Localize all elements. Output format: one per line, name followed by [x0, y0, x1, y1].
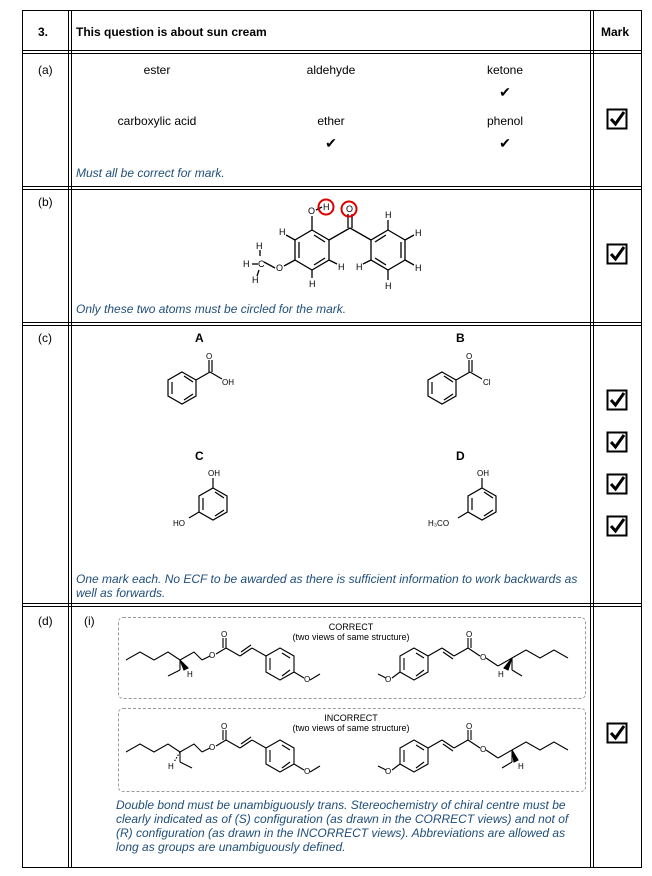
carbonyl-oxygen-atom: O — [466, 722, 473, 731]
benzophenone-structure — [230, 192, 440, 300]
structure-c-letter: C — [195, 449, 204, 463]
group-ether: ether — [317, 114, 345, 128]
structure-a-letter: A — [195, 331, 204, 345]
carbonyl-oxygen-atom: O — [221, 722, 228, 731]
tick-ether: ✔ — [325, 135, 337, 151]
part-a-note: Must all be correct for mark. — [76, 166, 225, 180]
methyl-h-atom-3: H — [252, 275, 259, 285]
chiral-hydrogen-atom: H — [518, 762, 524, 771]
part-b-label: (b) — [38, 195, 53, 209]
group-ester: ester — [143, 63, 171, 77]
ring-h-atom-8: H — [385, 281, 392, 291]
carbonyl-o-atom: O — [466, 352, 473, 361]
methoxyphenol-structure — [420, 466, 510, 536]
structure-b-letter: B — [456, 331, 465, 345]
part-d-note: Double bond must be unambiguously trans. Stereochemistry of chiral centre must be clearly indicated as of (S) configuration (as drawn in the CORRECT views) and not of (R) configuration (as drawn in the INCORRECT views). Abbreviations are allowed as long as groups are unambiguously defined. — [116, 798, 569, 854]
ring-h-atom-1: H — [279, 227, 286, 237]
part-d-label: (d) — [38, 614, 53, 628]
checkbox-icon — [606, 243, 628, 265]
incorrect-title: INCORRECT — [324, 713, 378, 723]
correct-structure-view-2 — [372, 630, 582, 696]
group-aldehyde: aldehyde — [306, 63, 356, 77]
part-c-note: One mark each. No ECF to be awarded as there is sufficient information to work backwards as well as forwards. — [76, 572, 578, 600]
resorcinol-structure — [165, 466, 245, 536]
incorrect-structure-view-1 — [122, 722, 332, 788]
checkbox-icon — [606, 722, 628, 744]
benzoic-acid-structure — [160, 350, 250, 412]
group-carboxylic-acid: carboxylic acid — [117, 114, 197, 128]
correct-structure-view-1 — [122, 630, 332, 696]
ring-h-atom-4: H — [356, 262, 363, 272]
ester-oxygen-atom: O — [480, 653, 487, 662]
chiral-hydrogen-atom: H — [168, 762, 174, 771]
group-h3co-label: H₃CO — [428, 519, 450, 528]
ester-oxygen-atom: O — [480, 745, 487, 754]
ring-h-atom-6: H — [415, 228, 422, 238]
group-oh-label: OH — [208, 469, 220, 478]
methyl-h-atom-1: H — [256, 241, 263, 251]
methoxy-oxygen-atom: O — [385, 675, 392, 684]
ring-h-atom-3: H — [338, 262, 345, 272]
ether-oxygen-atom: O — [276, 263, 284, 273]
checkbox-icon — [606, 389, 628, 411]
ester-oxygen-atom: O — [209, 651, 216, 660]
question-number: 3. — [38, 25, 49, 39]
tick-phenol: ✔ — [499, 135, 511, 151]
correct-subtitle: (two views of same structure) — [292, 632, 410, 642]
structure-d-letter: D — [456, 449, 465, 463]
carbonyl-oxygen-atom: O — [221, 630, 228, 639]
carbonyl-oxygen-atom: O — [466, 630, 473, 639]
methoxy-oxygen-atom: O — [385, 767, 392, 776]
ring-h-atom-7: H — [415, 263, 422, 273]
methoxy-oxygen-atom: O — [304, 767, 311, 776]
checkbox-icon — [606, 515, 628, 537]
part-b-note: Only these two atoms must be circled for the mark. — [76, 302, 347, 316]
checkbox-icon — [606, 431, 628, 453]
question-title: This question is about sun cream — [76, 25, 267, 39]
carbonyl-o-atom: O — [206, 352, 213, 361]
group-cl-label: Cl — [483, 378, 491, 387]
part-a-label: (a) — [38, 63, 53, 77]
checkbox-icon — [606, 473, 628, 495]
correct-title: CORRECT — [328, 622, 374, 632]
group-ho-label: HO — [173, 519, 185, 528]
mark-column-header: Mark — [601, 25, 630, 39]
part-d-sub-label: (i) — [84, 614, 95, 628]
chiral-hydrogen-atom: H — [498, 670, 504, 679]
incorrect-subtitle: (two views of same structure) — [292, 723, 410, 733]
group-ketone: ketone — [486, 63, 524, 77]
checkbox-icon — [606, 108, 628, 130]
hydroxyl-hydrogen-atom: H — [323, 202, 330, 212]
group-phenol: phenol — [486, 114, 524, 128]
hydroxyl-oxygen-atom: O — [308, 206, 316, 216]
methoxy-oxygen-atom: O — [304, 675, 311, 684]
group-oh-label: OH — [222, 378, 234, 387]
methyl-h-atom-2: H — [243, 259, 250, 269]
ring-h-atom-2: H — [309, 279, 316, 289]
benzoyl-chloride-structure — [420, 350, 510, 412]
ester-oxygen-atom: O — [209, 743, 216, 752]
tick-ketone: ✔ — [499, 84, 511, 100]
chiral-hydrogen-atom: H — [187, 670, 193, 679]
incorrect-structure-view-2 — [372, 722, 582, 788]
group-oh-label: OH — [477, 469, 489, 478]
methyl-carbon-atom: C — [258, 259, 265, 269]
carbonyl-oxygen-atom: O — [346, 204, 354, 214]
part-c-label: (c) — [38, 331, 52, 345]
ring-h-atom-5: H — [385, 210, 392, 220]
